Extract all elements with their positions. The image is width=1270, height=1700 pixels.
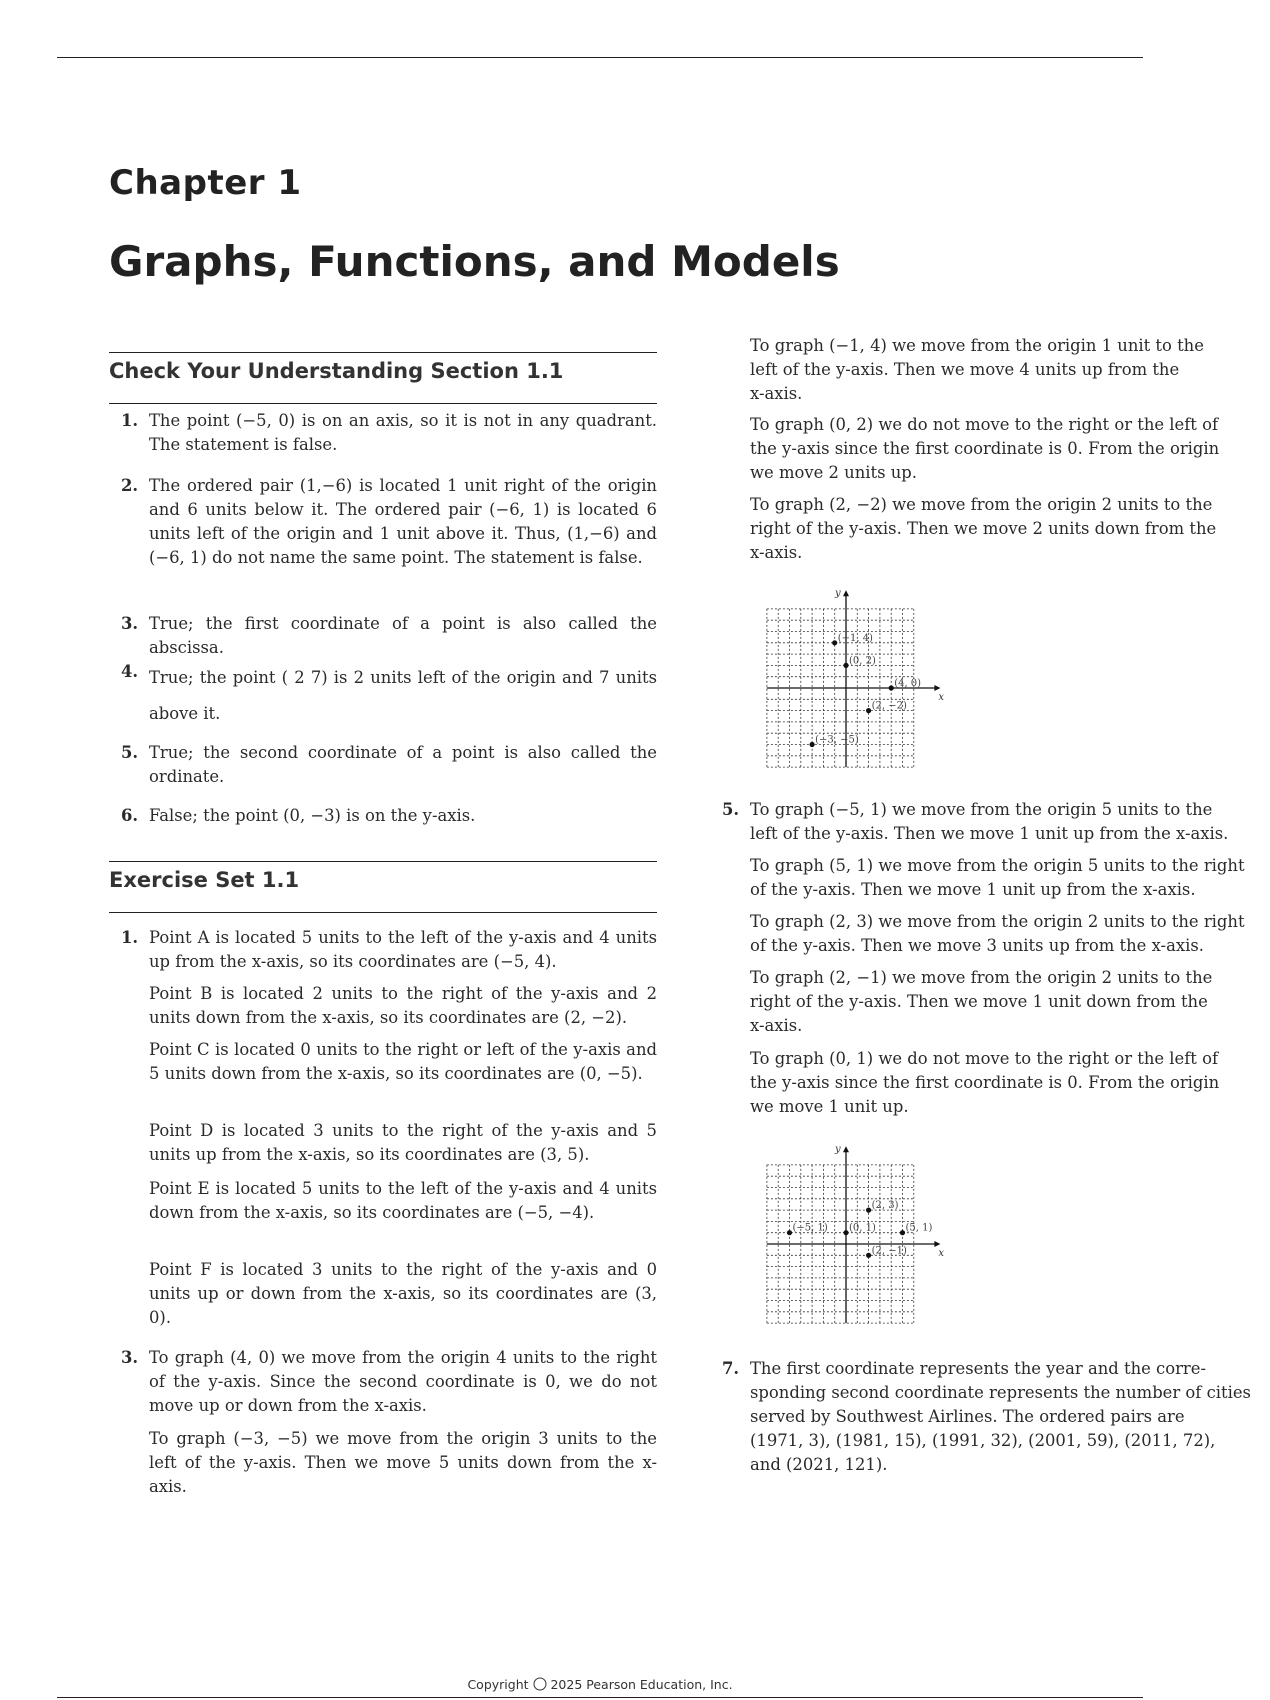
text-line: To graph (0, 2) we do not move to the right or the left of xyxy=(750,415,1219,434)
coordinate-graph-1 xyxy=(760,585,945,783)
paragraph: Point D is located 3 units to the right of the y-axis and 5 units up from the x-axis, so its coordinates are (3, 5). xyxy=(149,1121,657,1164)
text-line: To graph (2, −2) we move from the origin 2 units to the xyxy=(750,495,1213,514)
data-point xyxy=(866,1253,871,1258)
data-point xyxy=(866,1208,871,1213)
text-line: x-axis. xyxy=(750,543,803,562)
cyu-item xyxy=(109,741,657,789)
text-line: To graph (−1, 4) we move from the origin 1 unit to the xyxy=(750,336,1204,355)
x-axis-label: x xyxy=(938,1248,945,1259)
data-point xyxy=(843,663,848,668)
cyu-item xyxy=(109,804,657,828)
data-point xyxy=(787,1230,792,1235)
y-axis-label: y xyxy=(835,1144,841,1156)
data-point xyxy=(843,1230,848,1235)
paragraph xyxy=(750,854,1270,902)
coordinate-graph-2 xyxy=(760,1141,945,1339)
item-text: The ordered pair (1,−6) is located 1 unit right of the origin and 6 units below it. The ordered pair (−6, 1) is located 6 units left of the origin and 1 unit above it. Thus, (1,−6) and (−6, 1) do not name the same point. The statement is false. xyxy=(149,476,657,567)
item-number: 6. xyxy=(121,806,139,825)
item-number: 5. xyxy=(722,800,740,819)
paragraph xyxy=(750,413,1270,485)
paragraph xyxy=(750,798,1270,846)
paragraph: To graph (−3, −5) we move from the origin 3 units to the left of the y-axis. Then we move 5 units down from the x-axis. xyxy=(149,1429,657,1496)
text-line: To graph (−5, 1) we move from the origin 5 units to the xyxy=(750,800,1213,819)
item-text: True; the second coordinate of a point is also called the ordinate. xyxy=(149,743,657,786)
paragraph: Point B is located 2 units to the right of the y-axis and 2 units down from the x-axis, so its coordinates are (2, −2). xyxy=(149,984,657,1027)
paragraph: Point E is located 5 units to the left of the y-axis and 4 units down from the x-axis, so its coordinates are (−5, −4). xyxy=(149,1179,657,1222)
paragraph xyxy=(750,1047,1270,1119)
item-number: 1. xyxy=(121,928,139,947)
footer-copyright-text: 2025 Pearson Education, Inc. xyxy=(550,1677,733,1692)
section-heading-cyu: Check Your Understanding Section 1.1 xyxy=(109,352,657,404)
paragraph xyxy=(750,966,1270,1038)
text-line: of the y-axis. Then we move 1 unit up from the x-axis. xyxy=(750,880,1196,899)
copyright-icon xyxy=(533,1677,547,1694)
data-point xyxy=(889,685,894,690)
paragraph: Point A is located 5 units to the left of the y-axis and 4 units up from the x-axis, so its coordinates are (−5, 4). xyxy=(149,928,657,971)
point-label: (0, 2) xyxy=(849,655,876,667)
text-line: the y-axis since the first coordinate is 0. From the origin xyxy=(750,1073,1220,1092)
text-line: To graph (0, 1) we do not move to the right or the left of xyxy=(750,1049,1219,1068)
y-axis-label: y xyxy=(835,588,841,600)
cyu-item xyxy=(109,612,657,660)
copyright-footer xyxy=(0,1677,1200,1694)
point-label: (0, 1) xyxy=(849,1222,876,1234)
item-number: 1. xyxy=(121,411,139,430)
text-line: x-axis. xyxy=(750,1016,803,1035)
point-label: (5, 1) xyxy=(905,1222,933,1234)
item-text: True; the point ( 2 7) is 2 units left of the origin and 7 units above it. xyxy=(149,668,657,723)
text-line: To graph (2, −1) we move from the origin 2 units to the xyxy=(750,968,1213,987)
text-line: we move 1 unit up. xyxy=(750,1097,909,1116)
text-line: left of the y-axis. Then we move 1 unit up from the x-axis. xyxy=(750,824,1229,843)
text-line: served by Southwest Airlines. The ordered pairs are xyxy=(750,1407,1185,1426)
paragraph xyxy=(750,334,1270,406)
item-number: 4. xyxy=(121,662,139,681)
text-line: right of the y-axis. Then we move 2 units down from the xyxy=(750,519,1217,538)
text-line: the y-axis since the first coordinate is 0. From the origin xyxy=(750,439,1220,458)
y-axis-arrow xyxy=(843,590,849,596)
text-line: left of the y-axis. Then we move 4 units up from the xyxy=(750,360,1180,379)
cyu-item xyxy=(109,660,657,732)
paragraph: Point F is located 3 units to the right of the y-axis and 0 units up or down from the x-axis, so its coordinates are (3, 0). xyxy=(149,1260,657,1327)
data-point xyxy=(900,1230,905,1235)
point-label: (2, −1) xyxy=(871,1245,907,1257)
text-line: right of the y-axis. Then we move 1 unit down from the xyxy=(750,992,1208,1011)
footer-copyright-label: Copyright xyxy=(467,1677,529,1692)
cyu-item xyxy=(109,474,657,570)
x-axis-label: x xyxy=(938,692,945,703)
item-text: False; the point (0, −3) is on the y-axis. xyxy=(149,806,476,825)
paragraph xyxy=(750,493,1270,565)
right-column xyxy=(722,0,1251,1700)
point-label: (4, 0) xyxy=(894,678,922,689)
text-line: (1971, 3), (1981, 15), (1991, 32), (2001, 59), (2011, 72), xyxy=(750,1431,1216,1450)
text-line: of the y-axis. Then we move 3 units up from the x-axis. xyxy=(750,936,1204,955)
data-point xyxy=(810,742,815,747)
item-text: The point (−5, 0) is on an axis, so it is not in any quadrant. The statement is false. xyxy=(149,411,657,454)
y-axis-arrow xyxy=(843,1146,849,1152)
text-line: To graph (2, 3) we move from the origin 2 units to the right xyxy=(750,912,1245,931)
section-heading-exercise: Exercise Set 1.1 xyxy=(109,861,657,913)
cyu-item xyxy=(109,409,657,457)
paragraph xyxy=(750,910,1270,958)
chapter-label: Chapter 1 xyxy=(109,163,302,203)
chapter-title: Graphs, Functions, and Models xyxy=(109,237,840,286)
text-line: x-axis. xyxy=(750,384,803,403)
text-line: and (2021, 121). xyxy=(750,1455,888,1474)
paragraph xyxy=(750,1357,1270,1477)
item-number: 3. xyxy=(121,1348,139,1367)
item-number: 3. xyxy=(121,614,139,633)
item-number: 7. xyxy=(722,1359,740,1378)
paragraph: To graph (4, 0) we move from the origin 4 units to the right of the y-axis. Since the second coordinate is 0, we do not move up or down from the x-axis. xyxy=(149,1348,657,1415)
text-line: we move 2 units up. xyxy=(750,463,917,482)
point-label: (2, 3) xyxy=(871,1200,899,1212)
item-number: 2. xyxy=(121,476,139,495)
x-axis-arrow xyxy=(934,685,940,691)
text-line: sponding second coordinate represents the number of cities xyxy=(750,1383,1251,1402)
x-axis-arrow xyxy=(934,1241,940,1247)
data-point xyxy=(832,640,837,645)
paragraph: Point C is located 0 units to the right or left of the y-axis and 5 units down from the x-axis, so its coordinates are (0, −5). xyxy=(149,1040,657,1083)
point-label: (2, −2) xyxy=(871,700,907,712)
item-text: True; the first coordinate of a point is also called the abscissa. xyxy=(149,614,657,657)
point-label: (−1, 4) xyxy=(837,632,873,644)
item-number: 5. xyxy=(121,743,139,762)
text-line: The first coordinate represents the year and the corre- xyxy=(750,1359,1206,1378)
point-label: (−5, 1) xyxy=(792,1222,828,1234)
text-line: To graph (5, 1) we move from the origin 5 units to the right xyxy=(750,856,1245,875)
data-point xyxy=(866,708,871,713)
point-label: (−3, −5) xyxy=(815,734,859,746)
